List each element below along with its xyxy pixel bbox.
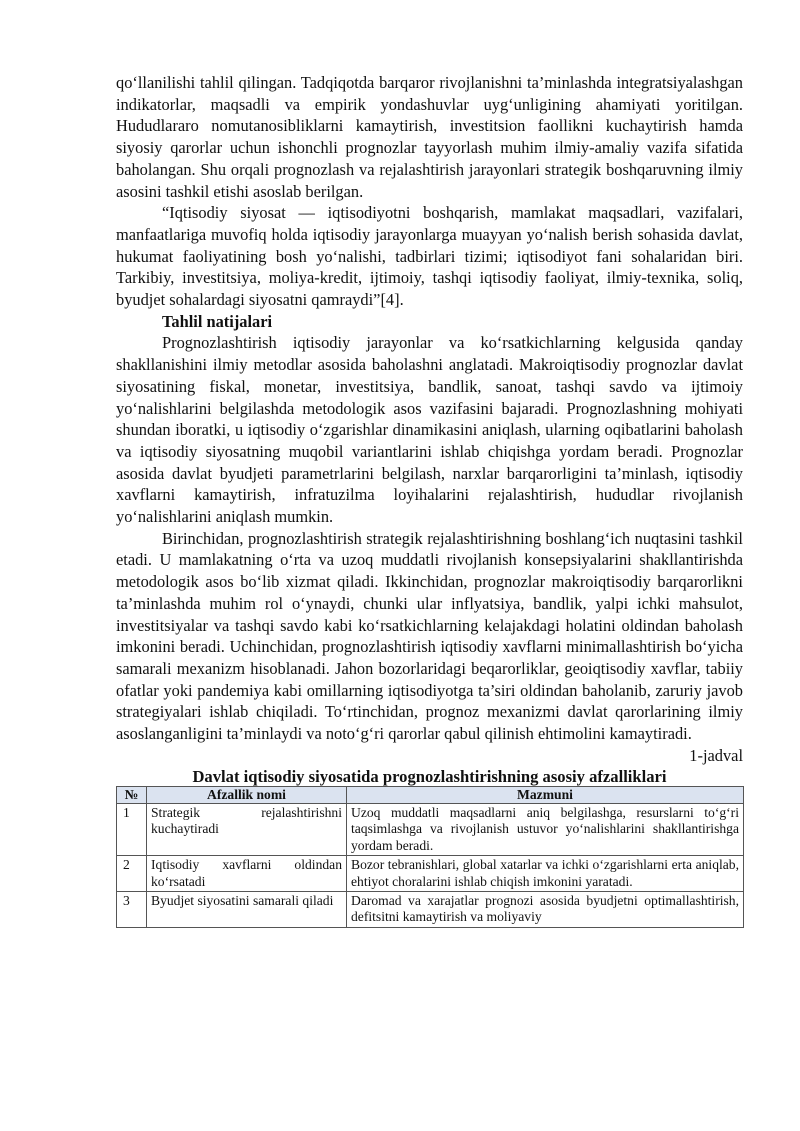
row-content: Daromad va xarajatlar prognozi asosida byudjetni optimallashtirish, defitsitni kamaytirish va moliyaviy [347, 891, 744, 927]
row-advantage-name: Iqtisodiy xavflarni oldindan ko‘rsatadi [147, 856, 347, 892]
table-title: Davlat iqtisodiy siyosatida prognozlashtirishning asosiy afzalliklari [192, 766, 667, 786]
paragraph-forecasting: Prognozlashtirish iqtisodiy jarayonlar va ko‘rsatkichlarning kelgusida qanday shakllanishini ilmiy metodlar asosida baholashni anglatadi. Makroiqtisodiy prognozlar davlat siyosatining fiskal, monetar, investitsiya, bandlik, sanoat, tashqi savdo va ijtimoiy yo‘nalishlarini belgilashda metodologik asos vazifasini bajaradi. Prognozlashning mohiyati shundan iboratki, u iqtisodiy o‘zgarishlar dinamikasini aniqlash, ularning oqibatlarini baholash va iqtisodiy siyosatning muqobil variantlarini ishlab chiqishga yordam beradi. Prognozlar asosida davlat byudjeti parametrlarini belgilash, narxlar barqarorligini ta’minlash, iqtisodiy xavflarni kamaytirish, infratuzilma loyihalarini rejalashtirish, hududlar rivojlanish yo‘nalishlarini aniqlash mumkin. [116, 333, 743, 527]
document-page [116, 72, 743, 928]
header-number: № [117, 786, 147, 803]
table-label: 1-jadval [689, 745, 743, 765]
table-row [117, 891, 744, 927]
paragraph-enumeration: Birinchidan, prognozlashtirish strategik rejalashtirishning boshlang‘ich nuqtasini tashkil etadi. U mamlakatning o‘rta va uzoq muddatli rivojlanish konsepsiyalarini shakllantirishda metodologik asos bo‘lib xizmat qiladi. Ikkinchidan, prognozlar makroiqtisodiy barqarorlikni ta’minlashda muhim rol o‘ynaydi, chunki ular inflyatsiya, bandlik, yalpi ichki mahsulot, investitsiyalar va tashqi savdo kabi ko‘rsatkichlarning kelajakdagi holatini oldindan baholash imkonini beradi. Uchinchidan, prognozlashtirish iqtisodiy xavflarni minimallashtirish bo‘yicha samarali mexanizm hisoblanadi. Jahon bozorlaridagi beqarorliklar, geoiqtisodiy xavflar, tabiiy ofatlar yoki pandemiya kabi omillarning iqtisodiyotga ta’siri oldindan baholanib, zaruriy javob strategiyalari ishlab chiqiladi. To‘rtinchidan, prognoz mexanizmi davlat qarorlarining ilmiy asoslanganligini ta’minlaydi va noto‘g‘ri qarorlar qabul qilinish ehtimolini kamaytiradi. [116, 528, 743, 744]
header-content: Mazmuni [347, 786, 744, 803]
paragraph-intro-continued: qo‘llanilishi tahlil qilingan. Tadqiqotda barqaror rivojlanishni ta’minlashda integratsiyalashgan indikatorlar, maqsadli va empirik yondashuvlar uyg‘unligining ahamiyati yoritilgan. Hududlararo nomutanosibliklarni kamaytirish, investitsion faollikni kuchaytirish hamda siyosiy qarorlar uchun ishonchli prognozlar tayyorlash muhim ilmiy-amaliy vazifa sifatida baholangan. Shu orqali prognozlash va rejalashtirish jarayonlari strategik boshqaruvning ilmiy asosini tashkil etishi asoslab berilgan. [116, 73, 743, 201]
section-heading: Tahlil natijalari [162, 311, 273, 331]
paragraph-quote: “Iqtisodiy siyosat — iqtisodiyotni boshqarish, mamlakat maqsadlari, vazifalari, manfaatlariga muvofiq holda iqtisodiy jarayonlarga muayyan yo‘nalish berish sohasida davlat, hukumat faoliyatining bosh yo‘nalishi, tadbirlari tizimi; iqtisodiyot fani sohalaridan biri. Tarkibiy, investitsiya, moliya-kredit, ijtimoiy, tashqi iqtisodiy faoliyat, ilmiy-texnika, soliq, byudjet sohalardagi siyosatni qamraydi”[4]. [116, 203, 743, 310]
row-content: Bozor tebranishlari, global xatarlar va ichki o‘zgarishlarni erta aniqlab, ehtiyot choralarini ishlab chiqish imkonini yaratadi. [347, 856, 744, 892]
row-content: Uzoq muddatli maqsadlarni aniq belgilashga, resurslarni to‘g‘ri taqsimlashga va rivojlanish ustuvor yo‘nalishlarini shakllantirishga yordam beradi. [347, 803, 744, 855]
table-header-row [117, 786, 744, 803]
row-number: 2 [117, 856, 147, 892]
table-row [117, 856, 744, 892]
row-number: 1 [117, 803, 147, 855]
row-advantage-name: Strategik rejalashtirishni kuchaytiradi [147, 803, 347, 855]
table-row [117, 803, 744, 855]
row-advantage-name: Byudjet siyosatini samarali qiladi [147, 891, 347, 927]
row-number: 3 [117, 891, 147, 927]
advantages-table [116, 786, 744, 928]
header-advantage-name: Afzallik nomi [147, 786, 347, 803]
